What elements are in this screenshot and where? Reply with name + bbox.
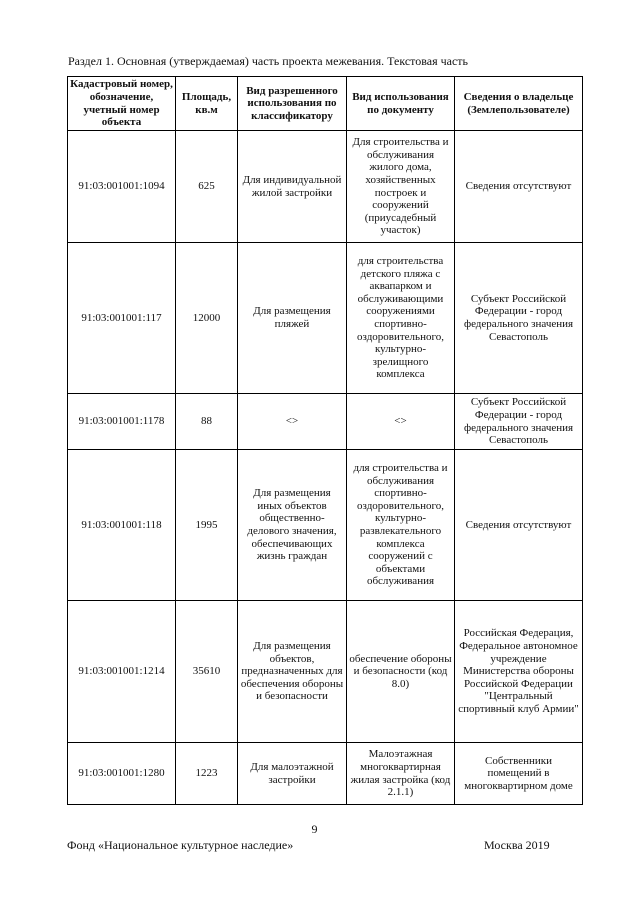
cell-owner: Российская Федерация, Федеральное автономное учреждение Министерства обороны Российской Федерации "Центральный спортивный клуб Армии" [455,601,583,743]
header-area: Площадь, кв.м [176,77,238,131]
cell-area: 88 [176,394,238,450]
header-classifier-use: Вид разрешенного использования по классификатору [238,77,347,131]
cell-classifier-use: Для малоэтажной застройки [238,743,347,805]
cell-classifier-use: Для индивидуальной жилой застройки [238,131,347,243]
cell-document-use: для строительства детского пляжа с аквапарком и обслуживающими сооружениями спортивно-оздоровительного, культурно-зрелищного комплекса [347,243,455,394]
cell-document-use: Для строительства и обслуживания жилого дома, хозяйственных построек и сооружений (приусадебный участок) [347,131,455,243]
header-document-use: Вид использования по документу [347,77,455,131]
cell-classifier-use: Для размещения иных объектов общественно-делового значения, обеспечивающих жизнь граждан [238,450,347,601]
table-row [68,601,583,743]
table-row [68,243,583,394]
cell-cadastral: 91:03:001001:1178 [68,394,176,450]
section-title: Раздел 1. Основная (утверждаемая) часть проекта межевания. Текстовая часть [68,54,469,68]
cell-owner: Субъект Российской Федерации - город федерального значения Севастополь [455,394,583,450]
header-owner: Сведения о владельце (Землепользователе) [455,77,583,131]
cell-owner: Сведения отсутствуют [455,450,583,601]
cell-area: 625 [176,131,238,243]
cell-area: 1995 [176,450,238,601]
cell-classifier-use: Для размещения объектов, предназначенных для обеспечения обороны и безопасности [238,601,347,743]
cell-cadastral: 91:03:001001:118 [68,450,176,601]
cell-document-use: <> [347,394,455,450]
table-row [68,743,583,805]
land-plots-table [67,76,583,805]
cell-cadastral: 91:03:001001:1214 [68,601,176,743]
page-number: 9 [311,822,318,836]
table-row [68,394,583,450]
cell-cadastral: 91:03:001001:1280 [68,743,176,805]
footer-city-year: Москва 2019 [484,838,550,852]
cell-cadastral: 91:03:001001:117 [68,243,176,394]
table-header-row [68,77,583,131]
cell-classifier-use: <> [238,394,347,450]
cell-area: 12000 [176,243,238,394]
cell-cadastral: 91:03:001001:1094 [68,131,176,243]
cell-area: 35610 [176,601,238,743]
header-cadastral: Кадастровый номер, обозначение, учетный номер объекта [68,77,176,131]
cell-document-use: для строительства и обслуживания спортивно-оздоровительного, культурно-развлекательного комплекса сооружений с объектами обслуживания [347,450,455,601]
cell-owner: Субъект Российской Федерации - город федерального значения Севастополь [455,243,583,394]
cell-owner: Сведения отсутствуют [455,131,583,243]
cell-document-use: Малоэтажная многоквартирная жилая застройка (код 2.1.1) [347,743,455,805]
table-row [68,131,583,243]
table-row [68,450,583,601]
cell-classifier-use: Для размещения пляжей [238,243,347,394]
cell-owner: Собственники помещений в многоквартирном доме [455,743,583,805]
cell-document-use: обеспечение обороны и безопасности (код 8.0) [347,601,455,743]
footer-organization: Фонд «Национальное культурное наследие» [67,838,294,852]
cell-area: 1223 [176,743,238,805]
